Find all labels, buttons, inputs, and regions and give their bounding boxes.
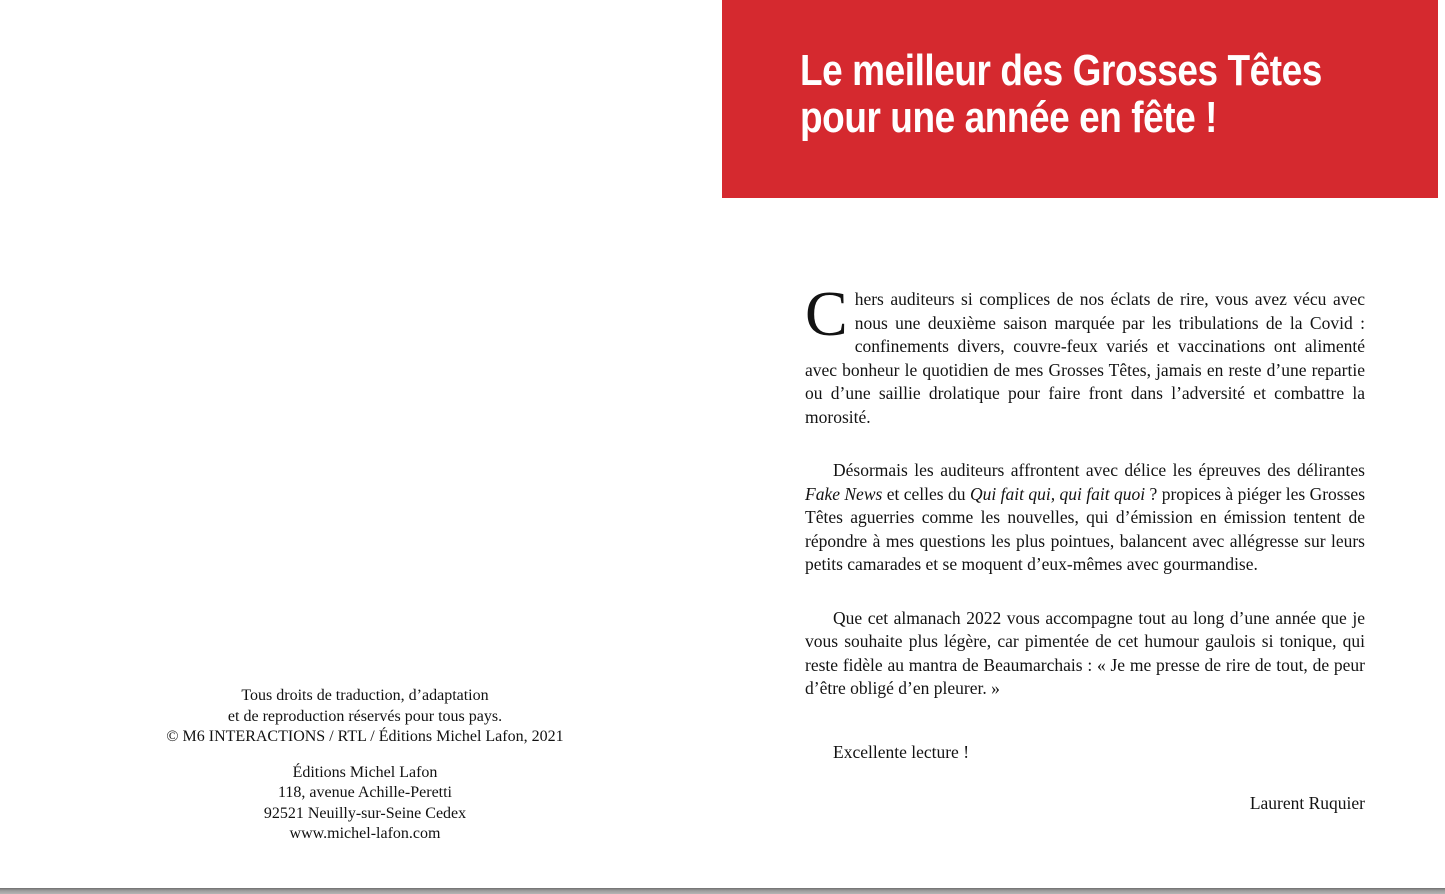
publisher-line: Éditions Michel Lafon (292, 763, 438, 781)
copyright-line: et de reproduction réservés pour tous pays. (227, 707, 503, 725)
drop-cap: C (805, 278, 848, 349)
paragraph (805, 607, 1365, 701)
page-title (800, 47, 1322, 141)
body-text: Que cet almanach 2022 vous accompagne tout au long d’une année que je vous souhaite plus légère, car pimentée de cet humour gaulois si tonique, qui reste fidèle au mantra de Beaumarchais : « Je me presse de rire de tout, de peur d’être obligé d’en pleurer. » (805, 607, 1365, 698)
italic-text: Qui fait qui, qui fait quoi (969, 483, 1146, 504)
author-signature: Laurent Ruquier (1249, 793, 1365, 813)
copyright-line: © M6 INTERACTIONS / RTL / Éditions Michel Lafon, 2021 (166, 728, 564, 745)
title-banner (722, 0, 1438, 198)
body-text: hers auditeurs si complices de nos éclats de rire, vous avez vécu avec nous une deuxième saison marquée par les tribulations de la Covid : confinements divers, couvre-feux variés et vaccinations ont alimenté avec bonheur le quotidien de mes Grosses Têtes, jamais en reste d’une repartie ou d’une saillie drolatique pour faire front dans l’adversité et combattre la morosité. (805, 289, 1365, 427)
page-title-line-2: pour une année en fête ! (800, 93, 1218, 142)
body-text: et celles du (882, 483, 970, 504)
body-text: Désormais les auditeurs affrontent avec délice les épreuves des délirantes (833, 460, 1365, 480)
preface-body (805, 278, 1366, 816)
body-paragraphs (805, 278, 1366, 701)
italic-text: Fake News (805, 483, 883, 504)
page-bottom-edge (0, 888, 1445, 894)
copyright-lines (80, 686, 650, 748)
publisher-line: 118, avenue Achille-Peretti (277, 784, 452, 801)
body-text: ? propices à piéger les Grosses Têtes aguerries comme les nouvelles, qui d’émission en émission tentent de répondre à mes questions les plus pointues, balancent avec allégresse sur leurs petits camarades et se moquent d’eux-mêmes avec gourmandise. (805, 483, 1366, 574)
page-title-line-1: Le meilleur des Grosses Têtes (800, 46, 1322, 95)
copyright-block (80, 686, 650, 845)
paragraph (805, 459, 1365, 577)
copyright-line: Tous droits de traduction, d’adaptation (241, 687, 489, 704)
paragraph (805, 278, 1365, 429)
publisher-line: www.michel-lafon.com (289, 825, 441, 842)
publisher-line: 92521 Neuilly-sur-Seine Cedex (263, 804, 467, 822)
block-gap (80, 748, 650, 763)
publisher-lines (80, 763, 650, 845)
closing-line: Excellente lecture ! (833, 741, 970, 762)
